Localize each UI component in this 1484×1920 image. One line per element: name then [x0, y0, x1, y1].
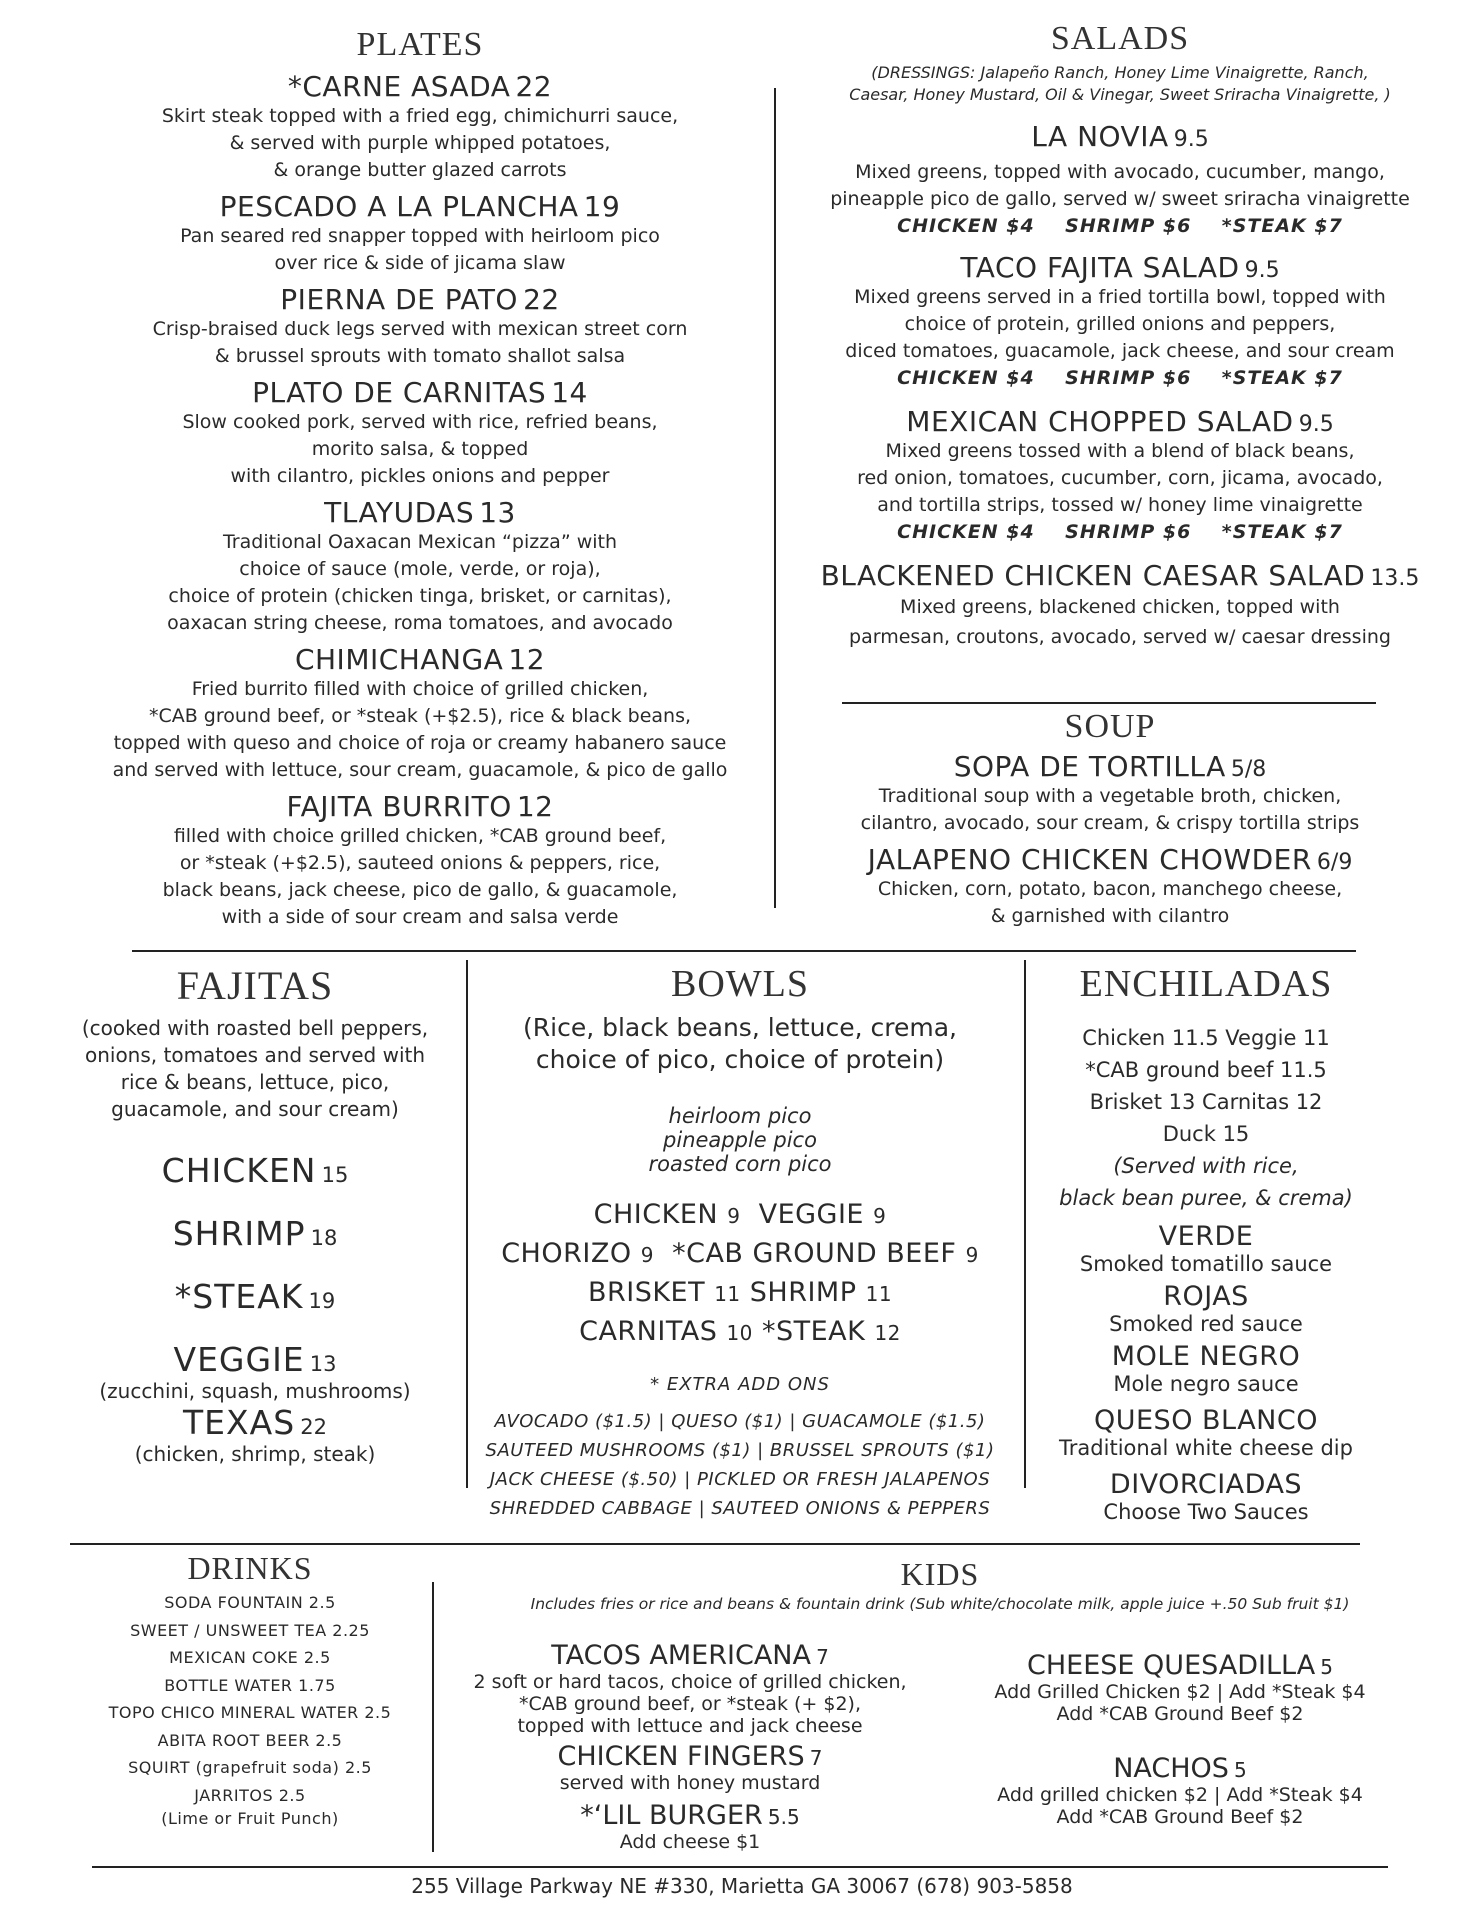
bowls-desc: (Rice, black beans, lettuce, crema,: [523, 1013, 957, 1042]
item-desc: *CAB ground beef, or *steak (+ $2),: [518, 1693, 861, 1715]
item-price: 9: [727, 1204, 741, 1228]
pico-option: pineapple pico: [663, 1128, 817, 1152]
divider: [774, 88, 776, 908]
drink-item: TOPO CHICO MINERAL WATER 2.5: [108, 1703, 392, 1722]
footer-address: 255 Village Parkway NE #330, Marietta GA 30067 (678) 903-5858: [411, 1874, 1073, 1898]
item-name: *CAB GROUND BEEF: [672, 1238, 957, 1269]
plates-section: [60, 26, 780, 931]
kids-item: [960, 1650, 1400, 1725]
item-price: 13.5: [1370, 566, 1420, 591]
item-desc: Add grilled chicken $2 | Add *Steak $4: [997, 1784, 1363, 1806]
item-desc: Add *CAB Ground Beef $2: [1056, 1703, 1304, 1725]
item-name: CHICKEN: [593, 1199, 719, 1230]
fajita-item: [70, 1277, 440, 1340]
sauce-item: [1036, 1282, 1376, 1336]
divider: [1024, 960, 1026, 1488]
item-desc: Fried burrito filled with choice of grilled chicken,: [191, 678, 649, 700]
dressings-text: Caesar, Honey Mustard, Oil & Vinegar, Sweet Sriracha Vinaigrette, ): [849, 85, 1391, 104]
salads-section: [800, 20, 1440, 652]
item-desc: Add *CAB Ground Beef $2: [1056, 1806, 1304, 1828]
fajitas-desc: guacamole, and sour cream): [111, 1097, 399, 1121]
pico-option: roasted corn pico: [648, 1152, 832, 1176]
divider: [92, 1866, 1388, 1868]
item-name: *CARNE ASADA: [287, 70, 511, 103]
sauce-name: ROJAS: [1163, 1281, 1249, 1312]
bowl-row: [480, 1274, 1000, 1313]
item-desc: 2 soft or hard tacos, choice of grilled chicken,: [473, 1671, 907, 1693]
item-name: CHORIZO: [501, 1238, 632, 1269]
plate-item: [60, 496, 780, 637]
item-name: TACO FAJITA SALAD: [960, 251, 1240, 284]
item-desc: cilantro, avocado, sour cream, & crispy tortilla strips: [860, 812, 1360, 834]
drink-item: ABITA ROOT BEER 2.5: [157, 1730, 343, 1750]
sauce-desc: Traditional white cheese dip: [1059, 1436, 1353, 1460]
item-price: 9: [640, 1243, 654, 1267]
plate-item: [60, 790, 780, 931]
item-desc: with a side of sour cream and salsa verde: [221, 906, 619, 928]
fajitas-desc: onions, tomatoes and served with: [84, 1043, 426, 1067]
plate-item: [60, 70, 780, 184]
item-name: CHEESE QUESADILLA: [1027, 1650, 1316, 1681]
salad-item: [800, 405, 1440, 545]
drink-item: SODA FOUNTAIN 2.5: [164, 1593, 336, 1612]
dressings-text: (DRESSINGS: Jalapeño Ranch, Honey Lime Vinaigrette, Ranch,: [871, 63, 1369, 82]
bowl-row: [480, 1196, 1000, 1235]
divider: [466, 960, 468, 1488]
fajita-item: [70, 1214, 440, 1277]
item-desc: parmesan, croutons, avocado, served w/ caesar dressing: [849, 626, 1391, 648]
item-desc: filled with choice grilled chicken, *CAB ground beef,: [173, 825, 667, 847]
sauce-item: [1036, 1222, 1376, 1276]
item-desc: over rice & side of jicama slaw: [274, 252, 566, 274]
salads-title: SALADS: [1050, 20, 1190, 57]
item-name: *STEAK: [761, 1316, 866, 1347]
item-name: PESCADO A LA PLANCHA: [219, 190, 579, 223]
item-desc: Mixed greens, topped with avocado, cucumber, mango,: [855, 161, 1385, 183]
drink-item: JARRITOS 2.5: [194, 1785, 306, 1805]
item-desc: & served with purple whipped potatoes,: [229, 132, 611, 154]
item-desc: & garnished with cilantro: [990, 905, 1230, 927]
item-price: 18: [310, 1226, 338, 1250]
soup-item: [800, 750, 1420, 837]
drink-item: SWEET / UNSWEET TEA 2.25: [130, 1620, 370, 1640]
item-desc: Pan seared red snapper topped with heirloom pico: [180, 225, 660, 247]
item-name: VEGGIE: [173, 1340, 305, 1379]
item-desc: Add cheese $1: [619, 1831, 761, 1853]
sauce-name: VERDE: [1158, 1221, 1254, 1252]
bowls-title: BOWLS: [671, 963, 809, 1005]
item-price: 14: [551, 376, 588, 409]
kids-item: [450, 1640, 930, 1737]
item-desc: served with honey mustard: [559, 1772, 821, 1794]
sauce-desc: Smoked tomatillo sauce: [1079, 1252, 1333, 1276]
drink-item: SQUIRT (grapefruit soda) 2.5: [128, 1758, 372, 1777]
addon-line: AVOCADO ($1.5) | QUESO ($1) | GUACAMOLE ($1.5): [494, 1411, 986, 1432]
divider: [432, 1582, 434, 1852]
sauce-item: [1036, 1406, 1376, 1460]
item-desc: Traditional soup with a vegetable broth, chicken,: [878, 785, 1342, 807]
enchilada-prices: Chicken 11.5 Veggie 11: [1082, 1026, 1330, 1050]
item-price: 12: [874, 1321, 901, 1345]
drink-item: BOTTLE WATER 1.75: [164, 1675, 336, 1695]
item-desc: Slow cooked pork, served with rice, refried beans,: [182, 411, 658, 433]
item-desc: choice of protein (chicken tinga, brisket, or carnitas),: [168, 585, 672, 607]
fajitas-desc: (cooked with roasted bell peppers,: [81, 1016, 429, 1040]
item-price: 7: [816, 1645, 829, 1669]
item-desc: topped with queso and choice of roja or creamy habanero sauce: [113, 732, 727, 754]
item-desc: morito salsa, & topped: [311, 438, 529, 460]
sauce-name: QUESO BLANCO: [1093, 1405, 1318, 1436]
item-price: 12: [516, 790, 554, 823]
fajita-item: [70, 1403, 440, 1466]
kids-note: Includes fries or rice and beans & fountain drink (Sub white/chocolate milk, apple juice +.50 Sub fruit $1): [530, 1595, 1350, 1613]
sauce-desc: Smoked red sauce: [1109, 1312, 1303, 1336]
item-name: CHICKEN FINGERS: [557, 1741, 805, 1772]
kids-section: [450, 1556, 1430, 1613]
fajita-item: [70, 1340, 440, 1403]
item-name: NACHOS: [1113, 1753, 1229, 1784]
kids-left-column: [450, 1640, 930, 1853]
plate-item: [60, 643, 780, 784]
enchilada-prices: Duck 15: [1162, 1122, 1250, 1146]
item-name: FAJITA BURRITO: [286, 790, 512, 823]
soup-section: [800, 708, 1420, 930]
protein-addons: CHICKEN $4 SHRIMP $6 *STEAK $7: [897, 215, 1343, 237]
sauce-desc: Choose Two Sauces: [1103, 1500, 1309, 1524]
fajitas-title: FAJITAS: [176, 963, 334, 1008]
item-note: (chicken, shrimp, steak): [134, 1442, 376, 1466]
bowls-section: [480, 962, 1000, 1523]
drink-item: (Lime or Fruit Punch): [161, 1809, 339, 1828]
divider: [70, 1543, 1360, 1545]
item-desc: red onion, tomatoes, cucumber, corn, jicama, avocado,: [857, 467, 1383, 489]
kids-item: [450, 1800, 930, 1853]
item-price: 9.5: [1298, 412, 1334, 437]
item-price: 5.5: [767, 1805, 800, 1829]
item-name: TACOS AMERICANA: [551, 1640, 811, 1671]
item-desc: with cilantro, pickles onions and pepper: [230, 465, 610, 487]
item-price: 5: [1320, 1655, 1333, 1679]
item-name: SOPA DE TORTILLA: [953, 750, 1226, 783]
item-price: 13: [479, 496, 516, 529]
addon-line: SAUTEED MUSHROOMS ($1) | BRUSSEL SPROUTS ($1): [485, 1440, 995, 1461]
item-price: 9.5: [1244, 258, 1280, 283]
fajitas-desc: rice & beans, lettuce, pico,: [120, 1070, 390, 1094]
item-name: *‘LIL BURGER: [580, 1800, 763, 1831]
item-desc: choice of sauce (mole, verde, or roja),: [239, 558, 601, 580]
plate-item: [60, 190, 780, 277]
item-price: 22: [515, 70, 553, 103]
item-name: BLACKENED CHICKEN CAESAR SALAD: [820, 559, 1366, 592]
addon-line: SHREDDED CABBAGE | SAUTEED ONIONS & PEPPERS: [489, 1498, 991, 1519]
divider: [842, 702, 1376, 704]
item-price: 19: [583, 190, 621, 223]
item-price: 5/8: [1230, 757, 1267, 782]
item-desc: Crisp-braised duck legs served with mexican street corn: [152, 318, 688, 340]
item-desc: Mixed greens served in a fried tortilla bowl, topped with: [854, 286, 1386, 308]
divider: [132, 950, 1356, 952]
fajitas-section: [70, 962, 440, 1466]
item-price: 22: [523, 283, 560, 316]
item-name: *STEAK: [174, 1277, 304, 1316]
kids-title: KIDS: [900, 1556, 980, 1592]
enchilada-prices: Brisket 13 Carnitas 12: [1089, 1090, 1323, 1114]
salad-item: [800, 559, 1440, 652]
item-desc: Mixed greens, blackened chicken, topped with: [900, 596, 1340, 618]
kids-item: [450, 1741, 930, 1794]
item-name: BRISKET: [587, 1277, 706, 1308]
pico-option: heirloom pico: [668, 1104, 812, 1128]
plates-title: PLATES: [356, 26, 484, 63]
kids-item: [960, 1753, 1400, 1828]
item-desc: and tortilla strips, tossed w/ honey lime vinaigrette: [877, 494, 1363, 516]
item-name: PLATO DE CARNITAS: [252, 376, 547, 409]
item-name: MEXICAN CHOPPED SALAD: [906, 405, 1294, 438]
item-price: 12: [508, 643, 546, 676]
item-price: 7: [809, 1746, 823, 1770]
item-desc: Add Grilled Chicken $2 | Add *Steak $4: [994, 1681, 1366, 1703]
item-price: 22: [300, 1415, 327, 1439]
item-name: SHRIMP: [172, 1214, 306, 1253]
sauce-item: [1036, 1342, 1376, 1396]
item-price: 6/9: [1316, 850, 1353, 875]
sauce-name: DIVORCIADAS: [1109, 1469, 1303, 1500]
bowl-row: [480, 1235, 1000, 1274]
item-price: 13: [309, 1352, 337, 1376]
salad-item: [800, 120, 1440, 239]
item-note: (zucchini, squash, mushrooms): [99, 1379, 411, 1403]
item-desc: & orange butter glazed carrots: [273, 159, 567, 181]
item-price: 11: [714, 1282, 741, 1306]
item-desc: black beans, jack cheese, pico de gallo, & guacamole,: [162, 879, 678, 901]
item-price: 19: [308, 1289, 336, 1313]
item-desc: pineapple pico de gallo, served w/ sweet sriracha vinaigrette: [830, 188, 1410, 210]
enchiladas-section: [1036, 962, 1376, 1524]
plate-item: [60, 376, 780, 490]
item-name: TLAYUDAS: [324, 496, 475, 529]
item-desc: oaxacan string cheese, roma tomatoes, and avocado: [167, 612, 673, 634]
item-price: 9: [873, 1204, 887, 1228]
item-price: 10: [726, 1321, 753, 1345]
protein-addons: CHICKEN $4 SHRIMP $6 *STEAK $7: [897, 521, 1343, 543]
item-name: VEGGIE: [758, 1199, 864, 1230]
item-desc: diced tomatoes, guacamole, jack cheese, and sour cream: [845, 340, 1395, 362]
item-price: 9.5: [1173, 127, 1209, 152]
item-price: 11: [865, 1282, 893, 1306]
item-name: TEXAS: [183, 1403, 296, 1442]
item-desc: Mixed greens tossed with a blend of black beans,: [885, 440, 1355, 462]
kids-right-column: [960, 1650, 1400, 1828]
item-price: 9: [965, 1243, 979, 1267]
addons-title: * EXTRA ADD ONS: [650, 1374, 830, 1395]
served-with: (Served with rice,: [1113, 1154, 1299, 1178]
item-price: 15: [321, 1163, 349, 1187]
sauce-name: MOLE NEGRO: [1111, 1341, 1301, 1372]
fajita-item: [70, 1151, 440, 1214]
item-desc: topped with lettuce and jack cheese: [517, 1715, 863, 1737]
item-price: 5: [1234, 1758, 1247, 1782]
item-desc: & brussel sprouts with tomato shallot salsa: [214, 345, 626, 367]
enchilada-prices: *CAB ground beef 11.5: [1085, 1058, 1327, 1082]
item-name: SHRIMP: [749, 1277, 857, 1308]
item-name: CARNITAS: [579, 1316, 718, 1347]
item-name: JALAPENO CHICKEN CHOWDER: [867, 843, 1312, 876]
drinks-section: [80, 1550, 420, 1829]
item-desc: choice of protein, grilled onions and peppers,: [904, 313, 1336, 335]
bowls-desc: choice of pico, choice of protein): [535, 1045, 945, 1074]
item-name: PIERNA DE PATO: [280, 283, 518, 316]
sauce-item: [1036, 1470, 1376, 1524]
item-desc: *CAB ground beef, or *steak (+$2.5), rice & black beans,: [148, 705, 692, 727]
item-name: LA NOVIA: [1031, 120, 1169, 153]
item-desc: Chicken, corn, potato, bacon, manchego cheese,: [877, 878, 1343, 900]
enchiladas-title: ENCHILADAS: [1079, 963, 1333, 1005]
item-name: CHIMICHANGA: [294, 643, 504, 676]
item-name: CHICKEN: [161, 1151, 317, 1190]
soup-item: [800, 843, 1420, 930]
drink-item: MEXICAN COKE 2.5: [169, 1648, 331, 1667]
salad-item: [800, 251, 1440, 391]
drinks-title: DRINKS: [187, 1550, 313, 1586]
sauce-desc: Mole negro sauce: [1113, 1372, 1299, 1396]
plate-item: [60, 283, 780, 370]
addon-line: JACK CHEESE ($.50) | PICKLED OR FRESH JALAPENOS: [489, 1469, 991, 1490]
soup-title: SOUP: [1064, 708, 1156, 745]
item-desc: Traditional Oaxacan Mexican “pizza” with: [222, 531, 618, 553]
bowl-row: [480, 1313, 1000, 1352]
protein-addons: CHICKEN $4 SHRIMP $6 *STEAK $7: [897, 367, 1343, 389]
item-desc: Skirt steak topped with a fried egg, chimichurri sauce,: [161, 105, 679, 127]
item-desc: or *steak (+$2.5), sauteed onions & peppers, rice,: [179, 852, 661, 874]
served-with: black bean puree, & crema): [1059, 1186, 1353, 1210]
item-desc: and served with lettuce, sour cream, guacamole, & pico de gallo: [112, 759, 728, 781]
